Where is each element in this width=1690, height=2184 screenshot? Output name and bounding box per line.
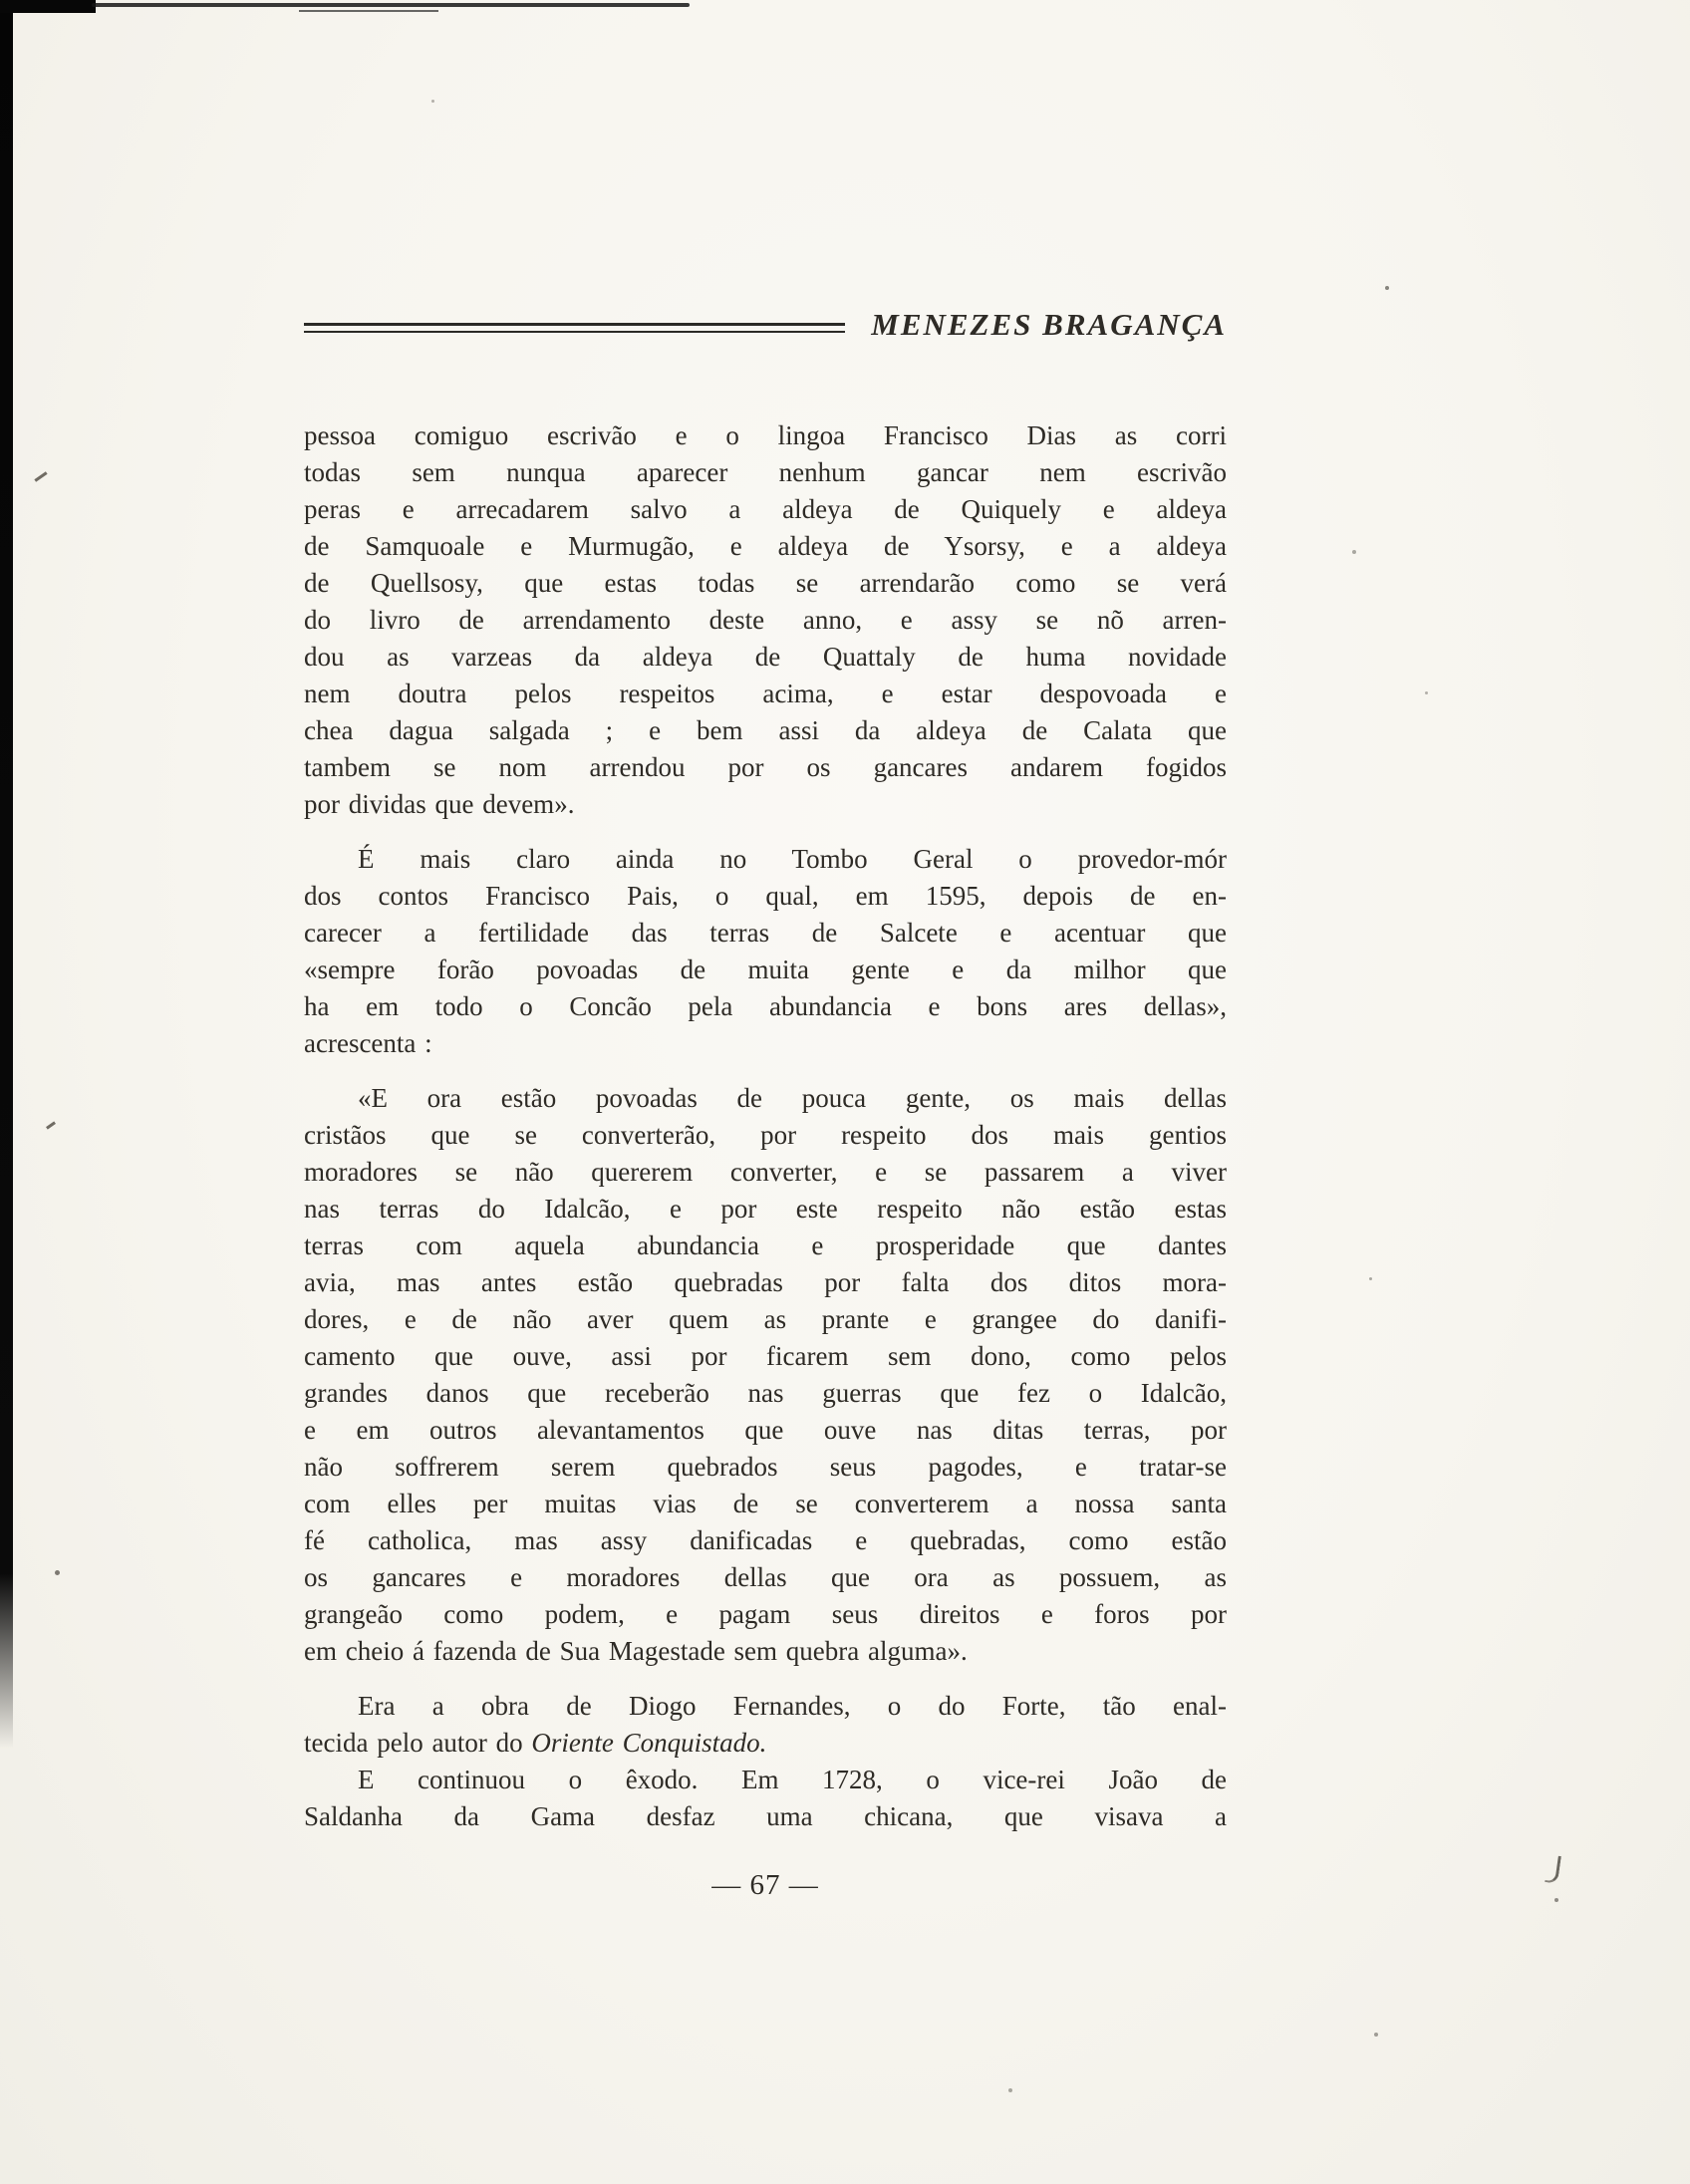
text-line: «sempre forão povoadas de muita gente e da milhor que [304, 955, 1227, 984]
paragraph [304, 1688, 1227, 1762]
text-line: nem doutra pelos respeitos acima, e estar despovoada e [304, 679, 1227, 708]
text-line: E continuou o êxodo. Em 1728, o vice-rei João de [358, 1765, 1227, 1794]
italic-title-reference: Oriente Conquistado. [531, 1728, 767, 1758]
scan-speck [1425, 691, 1428, 694]
page-number: — 67 — [711, 1869, 819, 1901]
scan-speck [34, 471, 47, 481]
page-header [304, 307, 1227, 343]
text-line: É mais claro ainda no Tombo Geral o provedor-mór [358, 844, 1227, 874]
text-line: de Samquoale e Murmugão, e aldeya de Ysorsy, e a aldeya [304, 531, 1227, 561]
text-line: os gancares e moradores dellas que ora as possuem, as [304, 1562, 1227, 1592]
scan-speck [55, 1570, 60, 1575]
text-line: terras com aquela abundancia e prosperidade que dantes [304, 1230, 1227, 1260]
text-line: ha em todo o Concão pela abundancia e bons ares dellas», [304, 991, 1227, 1021]
text-line: peras e arrecadarem salvo a aldeya de Quiquely e aldeya [304, 494, 1227, 524]
text-line: avia, mas antes estão quebradas por falta dos ditos mora- [304, 1267, 1227, 1297]
scan-edge-top [92, 3, 690, 7]
header-double-rule [304, 323, 845, 333]
scan-speck [1374, 2033, 1378, 2037]
text-line [304, 1725, 1227, 1762]
scan-speck [431, 100, 434, 103]
scan-edge-corner [0, 0, 96, 13]
text-line: pessoa comiguo escrivão e o lingoa Francisco Dias as corri [304, 420, 1227, 450]
text-line: em cheio á fazenda de Sua Magestade sem quebra alguma». [304, 1636, 968, 1666]
text-line: com elles per muitas vias de se converterem a nossa santa [304, 1489, 1227, 1518]
text-line: nas terras do Idalcão, e por este respeito não estão estas [304, 1194, 1227, 1224]
text-line: cristãos que se converterão, por respeito dos mais gentios [304, 1120, 1227, 1150]
text-line: por dividas que devem». [304, 789, 575, 819]
text-line: grandes danos que receberão nas guerras que fez o Idalcão, [304, 1378, 1227, 1408]
text-line: do livro de arrendamento deste anno, e assy se nõ arren- [304, 605, 1227, 635]
scan-speck [1554, 1898, 1558, 1902]
text-line: dou as varzeas da aldeya de Quattaly de huma novidade [304, 642, 1227, 672]
paragraph [304, 841, 1227, 1062]
scan-speck [1369, 1277, 1372, 1280]
text-line: fé catholica, mas assy danificadas e quebradas, como estão [304, 1525, 1227, 1555]
scan-speck [46, 1121, 56, 1129]
running-title: MENEZES BRAGANÇA [871, 307, 1227, 342]
text-line: moradores se não quererem converter, e se passarem a viver [304, 1157, 1227, 1187]
scan-pen-mark [1545, 1854, 1561, 1884]
scan-speck [1008, 2088, 1012, 2092]
text-block [304, 417, 1227, 1835]
text-line: carecer a fertilidade das terras de Salcete e acentuar que [304, 918, 1227, 948]
text-line: chea dagua salgada ; e bem assi da aldeya de Calata que [304, 715, 1227, 745]
text-segment: tecida pelo autor do [304, 1728, 532, 1758]
paragraph [304, 1762, 1227, 1835]
scan-speck [1385, 286, 1389, 290]
text-line: Era a obra de Diogo Fernandes, o do Forte, tão enal- [358, 1691, 1227, 1721]
text-line: camento que ouve, assi por ficarem sem dono, como pelos [304, 1341, 1227, 1371]
scan-edge-top-fragment [299, 10, 438, 12]
text-line: Saldanha da Gama desfaz uma chicana, que visava a [304, 1801, 1227, 1831]
scan-edge-left [0, 0, 13, 1749]
text-line: de Quellsosy, que estas todas se arrendarão como se verá [304, 568, 1227, 598]
scan-speck [1352, 550, 1356, 554]
text-line: grangeão como podem, e pagam seus direitos e foros por [304, 1599, 1227, 1629]
text-line: dos contos Francisco Pais, o qual, em 1595, depois de en- [304, 881, 1227, 911]
text-line: «E ora estão povoadas de pouca gente, os mais dellas [358, 1083, 1227, 1113]
text-line: dores, e de não aver quem as prante e grangee do danifi- [304, 1304, 1227, 1334]
text-line: tambem se nom arrendou por os gancares andarem fogidos [304, 752, 1227, 782]
text-line: todas sem nunqua aparecer nenhum gancar nem escrivão [304, 457, 1227, 487]
text-line: acrescenta : [304, 1028, 432, 1058]
text-line: não soffrerem serem quebrados seus pagodes, e tratar-se [304, 1452, 1227, 1482]
paragraph [304, 417, 1227, 823]
paragraph [304, 1080, 1227, 1670]
text-line: e em outros alevantamentos que ouve nas ditas terras, por [304, 1415, 1227, 1445]
